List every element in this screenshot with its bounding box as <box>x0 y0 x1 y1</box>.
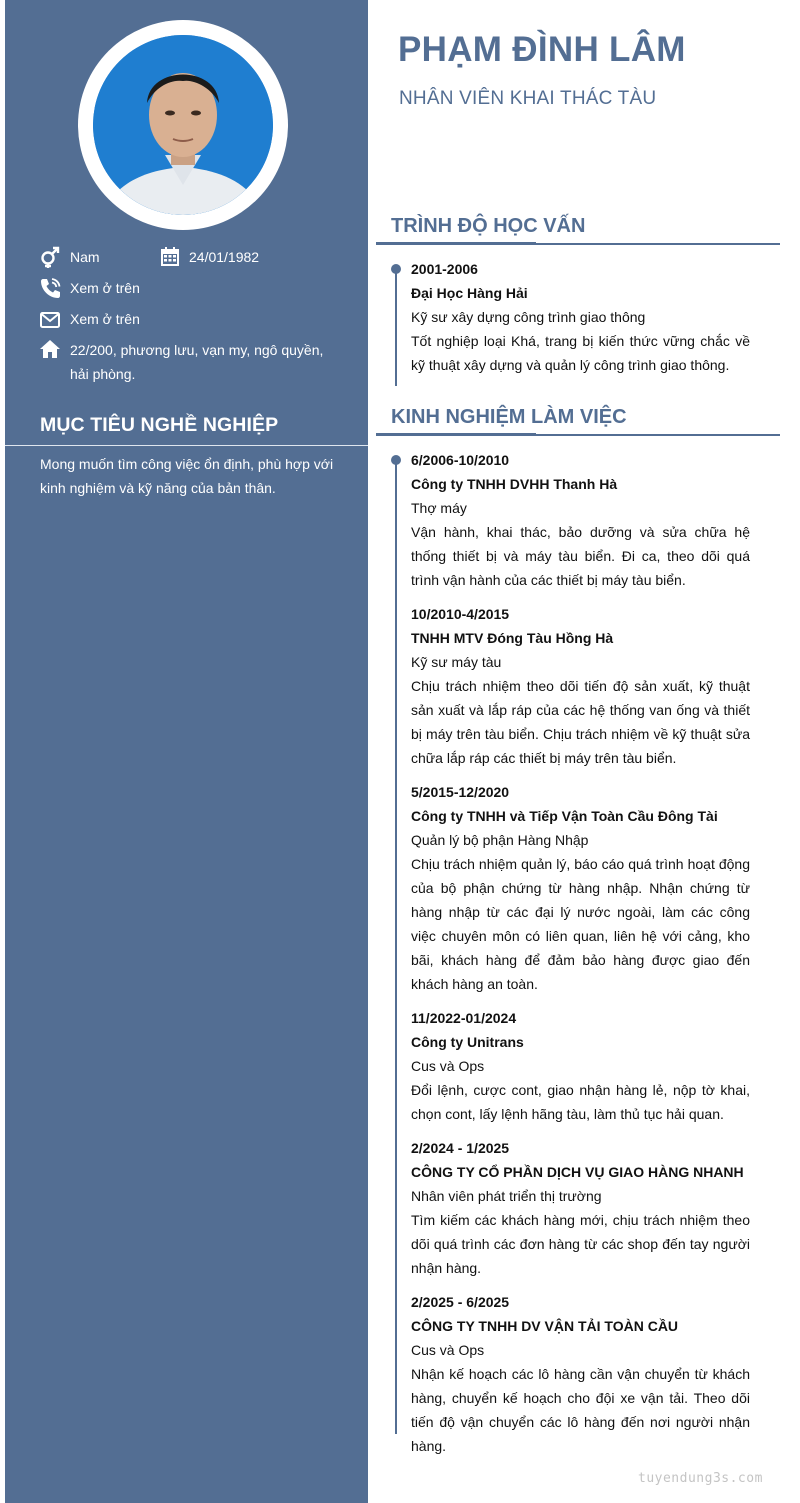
gender-icon <box>39 246 61 268</box>
entry-org: TNHH MTV Đóng Tàu Hồng Hà <box>411 630 614 646</box>
email-value: Xem ở trên <box>70 311 140 327</box>
entry-org: Công ty TNHH và Tiếp Vận Toàn Cầu Đông Tài <box>411 808 718 824</box>
phone-value: Xem ở trên <box>70 280 140 296</box>
entry-org: Đại Học Hàng Hải <box>411 285 528 301</box>
entry-role: Kỹ sư máy tàu <box>411 654 502 670</box>
entry-role: Cus và Ops <box>411 1058 485 1074</box>
avatar-frame <box>78 20 288 230</box>
entry-org: Công ty TNHH DVHH Thanh Hà <box>411 476 618 492</box>
watermark: tuyendung3s.com <box>638 1471 763 1486</box>
experience-divider-accent <box>376 433 536 436</box>
objective-divider <box>5 445 368 446</box>
entry-desc: Chịu trách nhiệm theo dõi tiến độ sản xuất, kỹ thuật sản xuất và lắp ráp của các hệ thống van ống và thiết bị máy trên tàu biển. Chịu trách nhiệm về kỹ thuật sửa chữa lắp ráp các thiết bị máy trên tàu biển. <box>411 678 750 766</box>
experience-entry <box>411 780 750 996</box>
entry-org: CÔNG TY CỔ PHẦN DỊCH VỤ GIAO HÀNG NHANH <box>411 1164 744 1180</box>
experience-heading: KINH NGHIỆM LÀM VIỆC <box>391 406 627 428</box>
mail-icon <box>39 309 61 331</box>
experience-entry <box>411 602 750 770</box>
entry-date: 2/2025 - 6/2025 <box>411 1294 510 1310</box>
experience-entry <box>411 448 750 592</box>
candidate-name: PHẠM ĐÌNH LÂM <box>398 30 686 69</box>
timeline-dot <box>391 264 401 274</box>
entry-date: 5/2015-12/2020 <box>411 784 510 800</box>
entry-role: Thợ máy <box>411 500 467 516</box>
avatar <box>93 35 273 215</box>
entry-role: Nhân viên phát triển thị trường <box>411 1188 602 1204</box>
entry-desc: Chịu trách nhiệm quản lý, báo cáo quá trình hoạt động của bộ phận chứng từ hàng nhập. Nhận chứng từ hàng nhập từ các đại lý nước ngoài, làm các công việc chuyên môn có liên quan, liên hệ với cảng, kho bãi, khách hàng để đảm bảo hàng được giao đến khách hàng an toàn. <box>411 856 750 992</box>
entry-role: Cus và Ops <box>411 1342 485 1358</box>
entry-desc: Nhận kế hoạch các lô hàng cần vận chuyển từ khách hàng, chuyển kế hoạch cho đội xe vận tải. Theo dõi tiến độ vận chuyển các lô hàng đến nơi người nhận hàng. <box>411 1366 750 1454</box>
entry-date: 2/2024 - 1/2025 <box>411 1140 510 1156</box>
phone-icon <box>39 277 61 299</box>
entry-date: 2001-2006 <box>411 261 478 277</box>
entry-role: Kỹ sư xây dựng công trình giao thông <box>411 309 646 325</box>
timeline-dot <box>391 455 401 465</box>
education-heading: TRÌNH ĐỘ HỌC VẤN <box>391 215 586 237</box>
entry-date: 10/2010-4/2015 <box>411 606 510 622</box>
sidebar <box>5 0 368 1503</box>
education-entry <box>411 257 750 377</box>
entry-date: 6/2006-10/2010 <box>411 452 510 468</box>
entry-desc: Tìm kiếm các khách hàng mới, chịu trách nhiệm theo dõi quá trình các đơn hàng từ các shop đến tay người nhận hàng. <box>411 1212 750 1276</box>
experience-entry <box>411 1136 750 1280</box>
objective-heading: MỤC TIÊU NGHỀ NGHIỆP <box>40 414 279 436</box>
candidate-title: NHÂN VIÊN KHAI THÁC TÀU <box>399 88 657 109</box>
education-timeline <box>395 268 397 386</box>
calendar-icon <box>159 246 181 268</box>
entry-role: Quản lý bộ phận Hàng Nhập <box>411 832 589 848</box>
experience-entry <box>411 1006 750 1126</box>
entry-date: 11/2022-01/2024 <box>411 1010 517 1026</box>
education-divider-accent <box>376 242 536 245</box>
objective-text: Mong muốn tìm công việc ổn định, phù hợp với kinh nghiệm và kỹ năng của bản thân. <box>40 456 334 496</box>
address-value: 22/200, phương lưu, vạn my, ngô quyền, hải phòng. <box>70 342 324 382</box>
gender-value: Nam <box>70 249 100 265</box>
experience-timeline <box>395 459 397 1434</box>
entry-desc: Vận hành, khai thác, bảo dưỡng và sửa chữa hệ thống thiết bị và máy tàu biển. Đi ca, theo dõi quá trình vận hành của các thiết bị máy tàu biển. <box>411 524 750 588</box>
entry-desc: Đổi lệnh, cược cont, giao nhận hàng lẻ, nộp tờ khai, chọn cont, lấy lệnh hãng tàu, làm thủ tục hải quan. <box>411 1082 750 1122</box>
home-icon <box>39 338 61 360</box>
experience-entry <box>411 1290 750 1458</box>
entry-org: CÔNG TY TNHH DV VẬN TẢI TOÀN CẦU <box>411 1318 679 1334</box>
entry-desc: Tốt nghiệp loại Khá, trang bị kiến thức vững chắc về kỹ thuật xây dựng và quản lý công trình giao thông. <box>411 333 750 373</box>
entry-org: Công ty Unitrans <box>411 1034 524 1050</box>
birthdate-value: 24/01/1982 <box>189 249 260 265</box>
avatar-photo <box>93 35 273 215</box>
